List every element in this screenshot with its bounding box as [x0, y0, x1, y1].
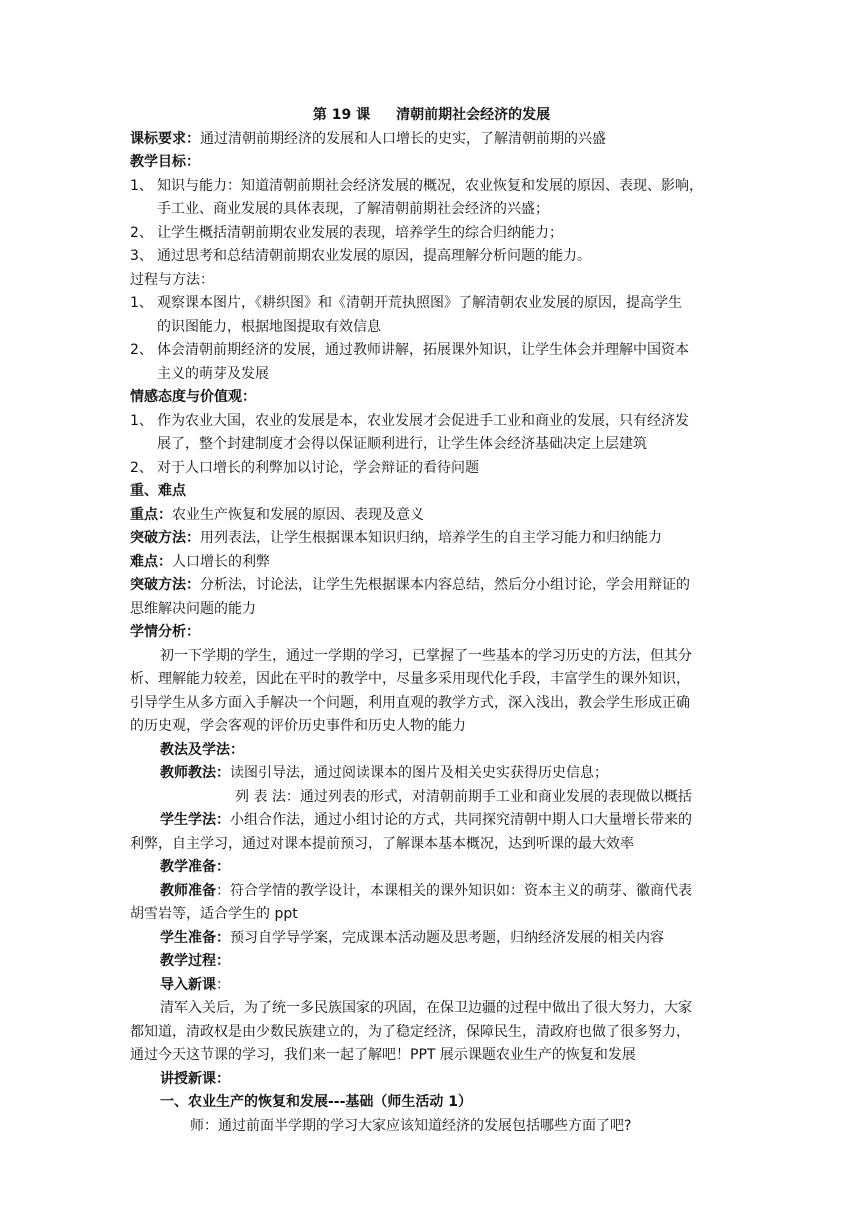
curriculum-standard	[130, 128, 733, 152]
emotion-text: 作为农业大国，农业的发展是本，农业发展才会促进手工业和商业的发展，只有经济发	[157, 412, 689, 429]
situation-paragraph-line: 初一下学期的学生，通过一学期的学习，已掌握了一些基本的学习历史的方法，但其分	[160, 647, 692, 664]
process-text: 体会清朝前期经济的发展，通过教师讲解，拓展课外知识，让学生体会并理解中国资本	[157, 342, 689, 358]
intro-paragraph-line: 通过今天这节课的学习，我们来一起了解吧！PPT 展示课题农业生产的恢复和发展	[130, 1047, 636, 1063]
emotion-text: 对于人口增长的利弊加以讨论，学会辩证的看待问题	[157, 459, 479, 476]
breakthrough-method-2	[130, 574, 733, 598]
situation-heading: 学情分析：	[130, 624, 200, 640]
emotion-number: 2、	[130, 459, 153, 476]
emotion-number: 1、	[130, 412, 153, 429]
situation-paragraph-line: 的历史观，学会客观的评价历史事件和历史人物的能力	[130, 718, 466, 734]
key-point	[130, 504, 733, 528]
breakthrough-text: 用列表法，让学生根据课本知识归纳，培养学生的自主学习能力和归纳能力	[200, 530, 662, 546]
teacher-method-label: 教师教法：	[160, 765, 230, 781]
key-point-label: 重点：	[130, 506, 172, 523]
lesson-name: 清朝前期社会经济的发展	[396, 107, 551, 123]
student-preparation	[130, 927, 733, 951]
goal-item-3	[130, 245, 733, 269]
difficult-point-text: 人口增长的利弊	[172, 553, 270, 570]
process-item-2	[130, 339, 733, 363]
goal-number: 3、	[130, 248, 153, 264]
process-item-1	[130, 292, 733, 316]
key-point-text: 农业生产恢复和发展的原因、表现及意义	[172, 506, 424, 523]
goal-text: 通过思考和总结清朝前期农业发展的原因，提高理解分析问题的能力。	[157, 248, 591, 264]
process-text: 观察课本图片，《耕织图》和《清朝开荒执照图》了解清朝农业发展的原因，提高学生	[157, 295, 682, 311]
intro-paragraph-line: 清军入关后，为了统一多民族国家的巩固，在保卫边疆的过程中做出了很大努力，大家	[160, 1000, 692, 1016]
emotion-heading: 情感态度与价值观：	[130, 389, 256, 405]
student-method-text: 小组合作法，通过小组讨论的方式，共同探究清朝中期人口大量增长带来的	[230, 812, 692, 828]
methods-heading: 教法及学法：	[160, 741, 244, 758]
student-method	[130, 809, 733, 833]
student-preparation-label: 学生准备：	[160, 929, 230, 946]
breakthrough-label: 突破方法：	[130, 530, 200, 546]
lesson-number: 第 19 课	[312, 107, 371, 123]
intro-colon: ：	[216, 976, 230, 993]
breakthrough-label: 突破方法：	[130, 577, 200, 593]
student-preparation-text: 预习自学导学案，完成课本活动题及思考题，归纳经济发展的相关内容	[230, 929, 664, 946]
breakthrough-text: 分析法，讨论法，让学生先根据课本内容总结，然后分小组讨论，学会用辩证的	[200, 577, 690, 593]
teacher-question: 师：通过前面半学期的学习大家应该知道经济的发展包括哪些方面了吧?	[190, 1117, 632, 1134]
situation-paragraph-line: 引导学生从多方面入手解决一个问题，利用直观的教学方式，深入浅出，教会学生形成正确	[130, 694, 690, 711]
goals-heading: 教学目标：	[130, 154, 200, 170]
lesson-plan-document	[130, 104, 733, 1138]
difficult-point	[130, 551, 733, 575]
lesson-title	[130, 104, 733, 128]
student-method-continued: 利弊，自主学习，通过对课本提前预习，了解课本基本概况，达到听课的最大效率	[130, 835, 634, 852]
teaching-process-heading: 教学过程：	[160, 953, 230, 969]
intro-heading	[130, 974, 733, 998]
goal-item-1-continued: 手工业、商业发展的具体表现，了解清朝前期社会经济的兴盛；	[157, 201, 549, 217]
goal-text: 让学生概括清朝前期农业发展的表现，培养学生的综合归纳能力；	[157, 224, 563, 241]
teacher-method	[130, 762, 733, 786]
process-number: 2、	[130, 342, 153, 358]
goal-text: 知识与能力：知道清朝前期社会经济发展的概况，农业恢复和发展的原因、表现、影响，	[157, 177, 703, 194]
new-lesson-heading: 讲授新课：	[160, 1070, 230, 1087]
goal-number: 2、	[130, 224, 153, 241]
process-number: 1、	[130, 295, 153, 311]
teacher-preparation-text: ：符合学情的教学设计，本课相关的课外知识如：资本主义的萌芽、徽商代表	[216, 882, 692, 899]
process-heading: 过程与方法：	[130, 271, 214, 288]
teacher-preparation-continued: 胡雪岩等，适合学生的 ppt	[130, 906, 298, 922]
intro-label: 导入新课	[160, 976, 216, 993]
difficult-point-label: 难点：	[130, 553, 172, 570]
intro-paragraph-line: 都知道，清政权是由少数民族建立的，为了稳定经济，保障民生，清政府也做了很多努力，	[130, 1023, 690, 1040]
goal-item-2	[130, 222, 733, 246]
standard-label: 课标要求：	[130, 130, 200, 147]
list-method: 列 表 法：通过列表的形式，对清朝前期手工业和商业发展的表现做以概括	[235, 788, 692, 805]
teacher-preparation	[130, 880, 733, 904]
breakthrough-method-2-continued: 思维解决问题的能力	[130, 600, 256, 617]
process-item-2-continued: 主义的萌芽及发展	[157, 365, 269, 382]
teacher-method-text: 读图引导法，通过阅读课本的图片及相关史实获得历史信息；	[230, 765, 608, 781]
situation-paragraph-line: 析、理解能力较差，因此在平时的教学中，尽量多采用现代化手段，丰富学生的课外知识，	[130, 671, 690, 687]
emotion-item-1-continued: 展了，整个封建制度才会得以保证顺利进行，让学生体会经济基础决定上层建筑	[157, 436, 647, 452]
preparation-heading: 教学准备：	[160, 859, 230, 875]
breakthrough-method-1	[130, 527, 733, 551]
section-1-heading: 一、农业生产的恢复和发展---基础（师生活动 1）	[160, 1094, 473, 1110]
process-item-1-continued: 的识图能力，根据地图提取有效信息	[157, 318, 381, 335]
goal-number: 1、	[130, 177, 153, 194]
student-method-label: 学生学法：	[160, 812, 230, 828]
emotion-item-1	[130, 410, 733, 434]
keypoints-heading: 重、难点	[130, 483, 186, 499]
goal-item-1	[130, 175, 733, 199]
teacher-preparation-label: 教师准备	[160, 882, 216, 899]
emotion-item-2	[130, 457, 733, 481]
standard-text: 通过清朝前期经济的发展和人口增长的史实，了解清朝前期的兴盛	[200, 130, 606, 147]
